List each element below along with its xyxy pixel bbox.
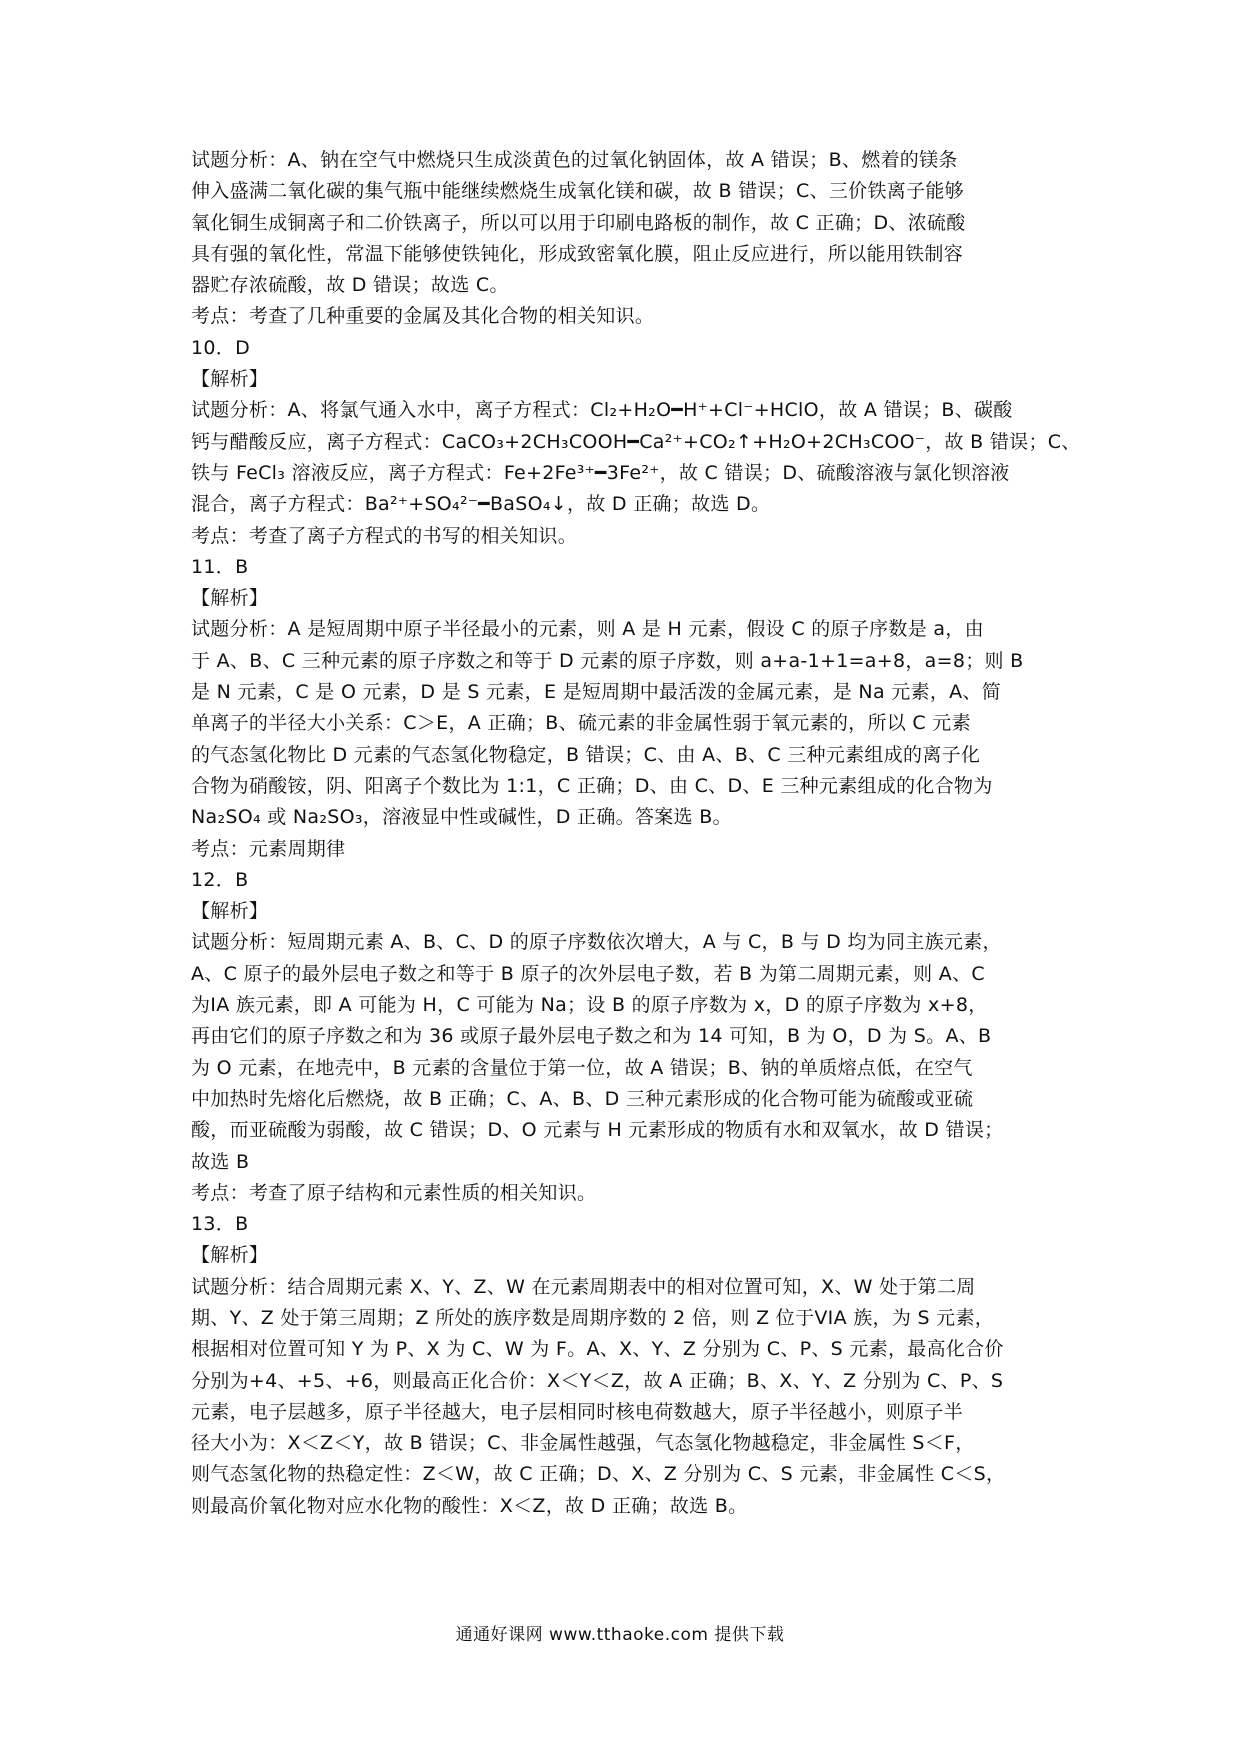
text-line: 具有强的氧化性，常温下能够使铁钝化，形成致密氧化膜，阻止反应进行，所以能用铁制容 (191, 242, 964, 265)
text-line: 试题分析：A、将氯气通入水中，离子方程式：Cl₂+H₂O━H⁺+Cl⁻+HClO，故 A 错误；B、碳酸 (191, 399, 1013, 422)
text-line: A、C 原子的最外层电子数之和等于 B 原子的次外层电子数，若 B 为第二周期元素，则 A、C (191, 962, 985, 985)
text-line: 钙与醋酸反应，离子方程式：CaCO₃+2CH₃COOH━Ca²⁺+CO₂↑+H₂O+2CH₃COO⁻，故 B 错误；C、 (191, 430, 1081, 453)
text-line: 为ⅠA 族元素，即 A 可能为 H，C 可能为 Na；设 B 的原子序数为 x，D 的原子序数为 x+8， (191, 994, 988, 1017)
text-line: 则最高价氧化物对应水化物的酸性：X＜Z，故 D 正确；故选 B。 (191, 1494, 748, 1517)
text-line: 【解析】 (191, 1244, 269, 1267)
text-line: 【解析】 (191, 587, 269, 610)
text-line: 考点：元素周期律 (191, 837, 346, 860)
text-line: 12．B (191, 868, 249, 891)
text-line: 伸入盛满二氧化碳的集气瓶中能继续燃烧生成氧化镁和碳，故 B 错误；C、三价铁离子能够 (191, 180, 964, 203)
text-line: 是 N 元素，C 是 O 元素，D 是 S 元素，E 是短周期中最活泼的金属元素，是 Na 元素，A、简 (191, 681, 1002, 704)
text-line: 合物为硝酸铵，阴、阳离子个数比为 1:1，C 正确；D、由 C、D、E 三种元素组成的化合物为 (191, 774, 993, 797)
text-line: 铁与 FeCl₃ 溶液反应，离子方程式：Fe+2Fe³⁺━3Fe²⁺，故 C 错误；D、硫酸溶液与氯化钡溶液 (191, 461, 1010, 484)
text-line: 考点：考查了原子结构和元素性质的相关知识。 (191, 1181, 597, 1204)
text-line: 径大小为：X＜Z＜Y，故 B 错误；C、非金属性越强，气态氢化物越稳定，非金属性 S＜F， (191, 1432, 975, 1455)
text-line: 为 O 元素，在地壳中，B 元素的含量位于第一位，故 A 错误；B、钠的单质熔点低，在空气 (191, 1056, 973, 1079)
text-line: 期、Y、Z 处于第三周期；Z 所处的族序数是周期序数的 2 倍，则 Z 位于VIA 族，为 S 元素， (191, 1306, 995, 1329)
page-footer: 通通好课网 www.tthaoke.com 提供下载 (455, 1625, 785, 1645)
text-line: 11．B (191, 555, 249, 578)
text-line: 试题分析：短周期元素 A、B、C、D 的原子序数依次增大，A 与 C，B 与 D 均为同主族元素， (191, 931, 1002, 954)
text-line: 根据相对位置可知 Y 为 P、X 为 C、W 为 F。A、X、Y、Z 分别为 C、P、S 元素，最高化合价 (191, 1338, 1004, 1361)
text-line: 考点：考查了几种重要的金属及其化合物的相关知识。 (191, 305, 655, 328)
text-line: 氧化铜生成铜离子和二价铁离子，所以可以用于印刷电路板的制作，故 C 正确；D、浓硫酸 (191, 211, 966, 234)
text-line: 器贮存浓硫酸，故 D 错误；故选 C。 (191, 274, 509, 297)
text-line: 单离子的半径大小关系：C＞E，A 正确；B、硫元素的非金属性弱于氧元素的，所以 C 元素 (191, 712, 971, 735)
text-line: 再由它们的原子序数之和为 36 或原子最外层电子数之和为 14 可知，B 为 O，D 为 S。A、B (191, 1025, 992, 1048)
text-line: 试题分析：结合周期元素 X、Y、Z、W 在元素周期表中的相对位置可知，X、W 处于第二周 (191, 1275, 976, 1298)
text-line: 13．B (191, 1213, 249, 1236)
text-line: 10．D (191, 336, 251, 359)
text-line: 【解析】 (191, 900, 269, 923)
text-line: 则气态氢化物的热稳定性：Z＜W，故 C 正确；D、X、Z 分别为 C、S 元素，非金属性 C＜S， (191, 1463, 1006, 1486)
text-line: 混合，离子方程式：Ba²⁺+SO₄²⁻━BaSO₄↓，故 D 正确；故选 D。 (191, 493, 771, 516)
text-line: 【解析】 (191, 368, 269, 391)
text-line: Na₂SO₄ 或 Na₂SO₃，溶液显中性或碱性，D 正确。答案选 B。 (191, 806, 732, 829)
document-body (191, 145, 1081, 1522)
text-line: 考点：考查了离子方程式的书写的相关知识。 (191, 524, 578, 547)
text-line: 分别为+4、+5、+6，则最高正化合价：X＜Y＜Z，故 A 正确；B、X、Y、Z 分别为 C、P、S (191, 1369, 1004, 1392)
text-line: 酸，而亚硫酸为弱酸，故 C 错误；D、O 元素与 H 元素形成的物质有水和双氧水，故 D 错误； (191, 1119, 1004, 1142)
text-line: 元素，电子层越多，原子半径越大，电子层相同时核电荷数越大，原子半径越小，则原子半 (191, 1400, 964, 1423)
text-line: 故选 B (191, 1150, 250, 1173)
text-line: 的气态氢化物比 D 元素的气态氢化物稳定，B 错误；C、由 A、B、C 三种元素组成的离子化 (191, 743, 981, 766)
text-line: 于 A、B、C 三种元素的原子序数之和等于 D 元素的原子序数，则 a+a-1+1=a+8，a=8；则 B (191, 649, 1024, 672)
text-line: 试题分析：A、钠在空气中燃烧只生成淡黄色的过氧化钠固体，故 A 错误；B、燃着的镁条 (191, 149, 958, 171)
text-line: 中加热时先熔化后燃烧，故 B 正确；C、A、B、D 三种元素形成的化合物可能为硫酸或亚硫 (191, 1087, 974, 1110)
text-line: 试题分析：A 是短周期中原子半径最小的元素，则 A 是 H 元素，假设 C 的原子序数是 a，由 (191, 618, 984, 641)
